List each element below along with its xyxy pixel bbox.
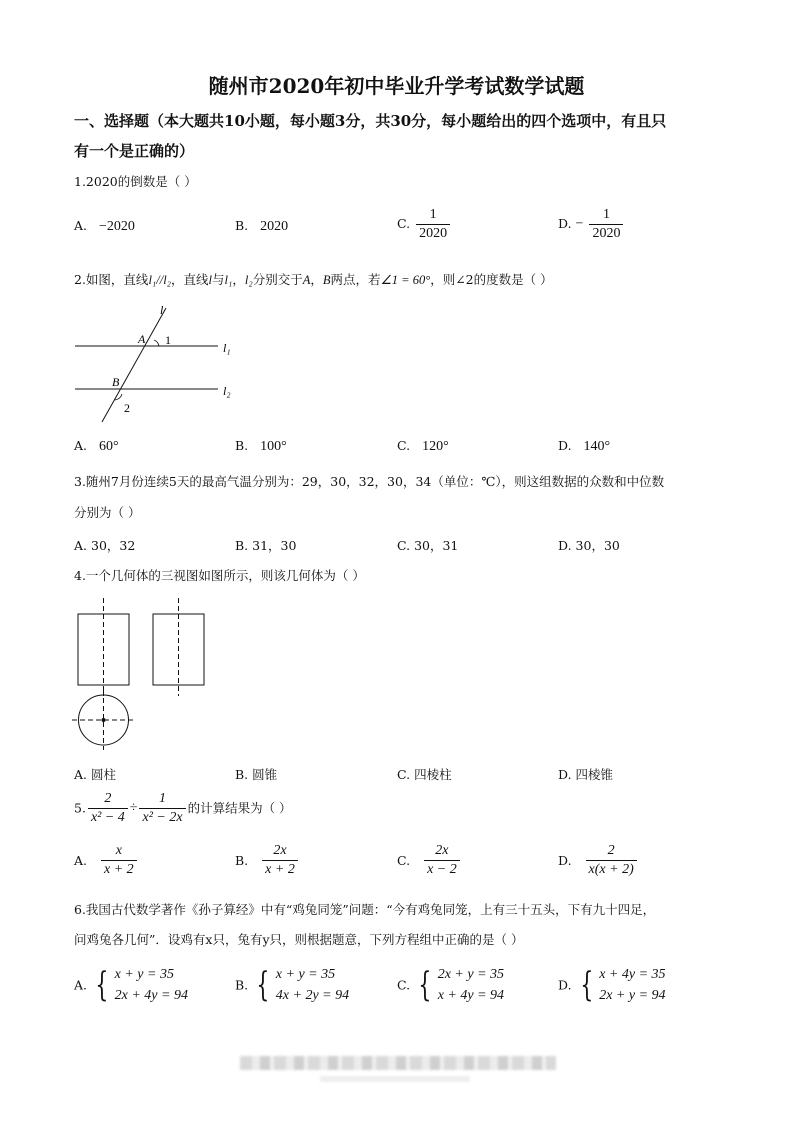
fraction [416,206,450,243]
brace-icon: { [256,965,270,1005]
numerator: 2 [104,791,112,806]
page-title: 随州市2020年初中毕业升学考试数学试题 [208,74,585,98]
math: l₁//l₂ [148,273,172,287]
line-l [102,308,166,422]
q4-option-d [558,765,613,783]
option-letter: A. [74,767,88,782]
q5-stem [74,790,292,827]
denominator: x(x + 2) [586,860,637,879]
q2-figure [70,300,240,426]
math: l [208,273,213,287]
denominator: x + 2 [101,860,137,879]
text: 两点，若 [330,272,381,287]
math: A [302,273,311,287]
q1-option-b [235,218,288,235]
equation: x + y = 35 [114,967,174,982]
question-number: 5. [74,800,86,816]
q6-option-d [558,964,666,1006]
text: 与 [212,272,225,287]
brace-icon: { [418,965,432,1005]
q5-option-b [235,842,300,879]
q4-option-c [397,765,452,783]
footer-watermark [240,1056,556,1070]
q1-stem: 1.2020的倒数是（ ） [74,174,197,189]
q2-option-d [558,438,610,455]
option-value: 31，30 [252,538,297,553]
option-letter: B. [235,218,249,233]
equation: 2x + y = 94 [599,988,666,1003]
denominator: x² − 2x [139,808,185,827]
numerator: x [115,843,122,858]
option-letter: D. [558,216,572,231]
option-value: 120° [422,439,449,454]
equation-system [414,964,504,1006]
fraction-1 [88,790,128,827]
option-value: 圆柱 [91,767,117,782]
brace-icon: { [579,965,593,1005]
option-letter: C. [397,538,411,553]
label-l1: l₁ [223,341,231,355]
option-value: 30，30 [575,538,620,553]
option-letter: C. [397,853,411,868]
option-letter: A. [74,218,88,233]
q2-option-a [74,438,119,455]
minus-sign: − [575,216,584,232]
option-letter: C. [397,216,411,231]
denominator: x + 2 [262,860,298,879]
footer-watermark-sub [320,1076,470,1082]
label-l: l [160,303,164,317]
denominator: x² − 4 [88,808,128,827]
fraction [262,842,298,879]
q3-option-a [74,536,135,554]
q5-option-c [397,842,462,879]
equation-system [91,964,188,1006]
q6-option-a [74,964,188,1006]
option-letter: C. [397,767,411,782]
text: 分别交于 [252,272,303,287]
option-letter: B. [235,853,249,868]
option-letter: B. [235,767,249,782]
q6-stem-line2: 问鸡兔各几何”．设鸡有x只，兔有y只，则根据题意，下列方程组中正确的是（ ） [74,932,524,947]
q5-option-a [74,842,139,879]
q2-stem [74,270,553,290]
equation: x + 4y = 35 [599,967,666,982]
q5-option-d [558,842,639,879]
label-b: B [112,375,120,389]
denominator: 2020 [589,224,623,243]
label-angle-1: 1 [165,333,171,347]
option-value: −2020 [99,219,135,234]
numerator: 1 [159,791,167,806]
option-letter: D. [558,853,572,868]
numerator: 2 [607,843,615,858]
equation: x + 4y = 94 [437,988,505,1003]
math: l₁ [224,273,233,287]
q3-stem-line2: 分别为（ ） [74,505,141,520]
q6-option-c [397,964,504,1006]
q3-option-d [558,536,620,554]
text: 2.如图，直线 [74,272,149,287]
option-letter: C. [397,438,411,453]
brace-icon: { [95,965,109,1005]
option-letter: A. [74,977,88,993]
divide-sign: ÷ [129,800,138,816]
option-letter: D. [558,438,572,453]
option-value: 圆锥 [252,767,278,782]
equation: 2x + 4y = 94 [114,988,188,1003]
denominator: x − 2 [424,860,460,879]
option-letter: B. [235,438,249,453]
q3-stem-line1: 3.随州7月份连续5天的最高气温分别为：29，30，32，30，34（单位：℃），则这组数据的众数和中位数 [74,474,665,489]
equation-system [252,964,349,1006]
q1-option-a [74,218,135,235]
angle-1-arc [154,340,159,346]
numerator: 2x [273,843,287,858]
q4-option-a [74,765,116,783]
option-letter: D. [558,767,572,782]
option-letter: A. [74,538,88,553]
q4-option-b [235,765,277,783]
option-letter: D. [558,538,572,553]
numerator: 2x [435,843,449,858]
fraction [589,206,623,243]
text: 的计算结果为（ ） [187,800,292,816]
q2-option-b [235,438,287,455]
numerator: 1 [429,207,437,222]
equation: 4x + 2y = 94 [275,988,350,1003]
q4-stem: 4.一个几何体的三视图如图所示，则该几何体为（ ） [74,568,365,583]
option-value: 四棱柱 [414,767,452,782]
text: ，则∠2的度数是（ ） [430,272,553,287]
option-value: 100° [260,439,287,454]
option-value: 140° [583,439,611,454]
q2-option-c [397,438,449,455]
option-letter: C. [397,977,411,993]
option-value: 30，32 [91,538,136,553]
option-value: 60° [99,439,119,454]
denominator: 2020 [416,224,450,243]
option-value: 2020 [260,219,289,234]
top-view-center-dot [102,718,106,722]
q1-option-d [558,206,625,243]
option-value: 四棱锥 [575,767,614,782]
q1-option-c [397,206,452,243]
q3-option-b [235,536,296,554]
option-value: 30，31 [414,538,459,553]
equation-system [576,964,666,1006]
fraction-2 [139,790,185,827]
label-angle-2: 2 [124,401,130,415]
section-heading-line2: 有一个是正确的） [74,142,195,160]
q4-three-views [70,594,220,754]
text: ， [232,272,245,287]
option-letter: A. [74,438,88,453]
option-letter: A. [74,853,88,868]
fraction [424,842,460,879]
section-heading-line1: 一、选择题（本大题共10小题，每小题3分，共30分，每小题给出的四个选项中，有且只 [74,112,667,130]
label-l2: l₂ [223,384,231,398]
q6-option-b [235,964,349,1006]
math: B [322,273,331,287]
math: ∠1 = 60° [380,273,431,287]
numerator: 1 [602,207,610,222]
label-a: A [138,332,146,346]
equation: x + y = 35 [275,967,336,982]
math: l₂ [244,273,253,287]
q6-stem-line1: 6.我国古代数学著作《孙子算经》中有“鸡兔同笼”问题：“今有鸡兔同笼，上有三十五头，下有九十四足， [74,902,656,917]
text: ， [310,272,323,287]
option-letter: B. [235,538,249,553]
fraction [101,842,137,879]
option-letter: D. [558,977,572,993]
q3-option-c [397,536,458,554]
option-letter: B. [235,977,249,993]
equation: 2x + y = 35 [437,967,505,982]
text: ，直线 [171,272,209,287]
fraction [586,842,637,879]
